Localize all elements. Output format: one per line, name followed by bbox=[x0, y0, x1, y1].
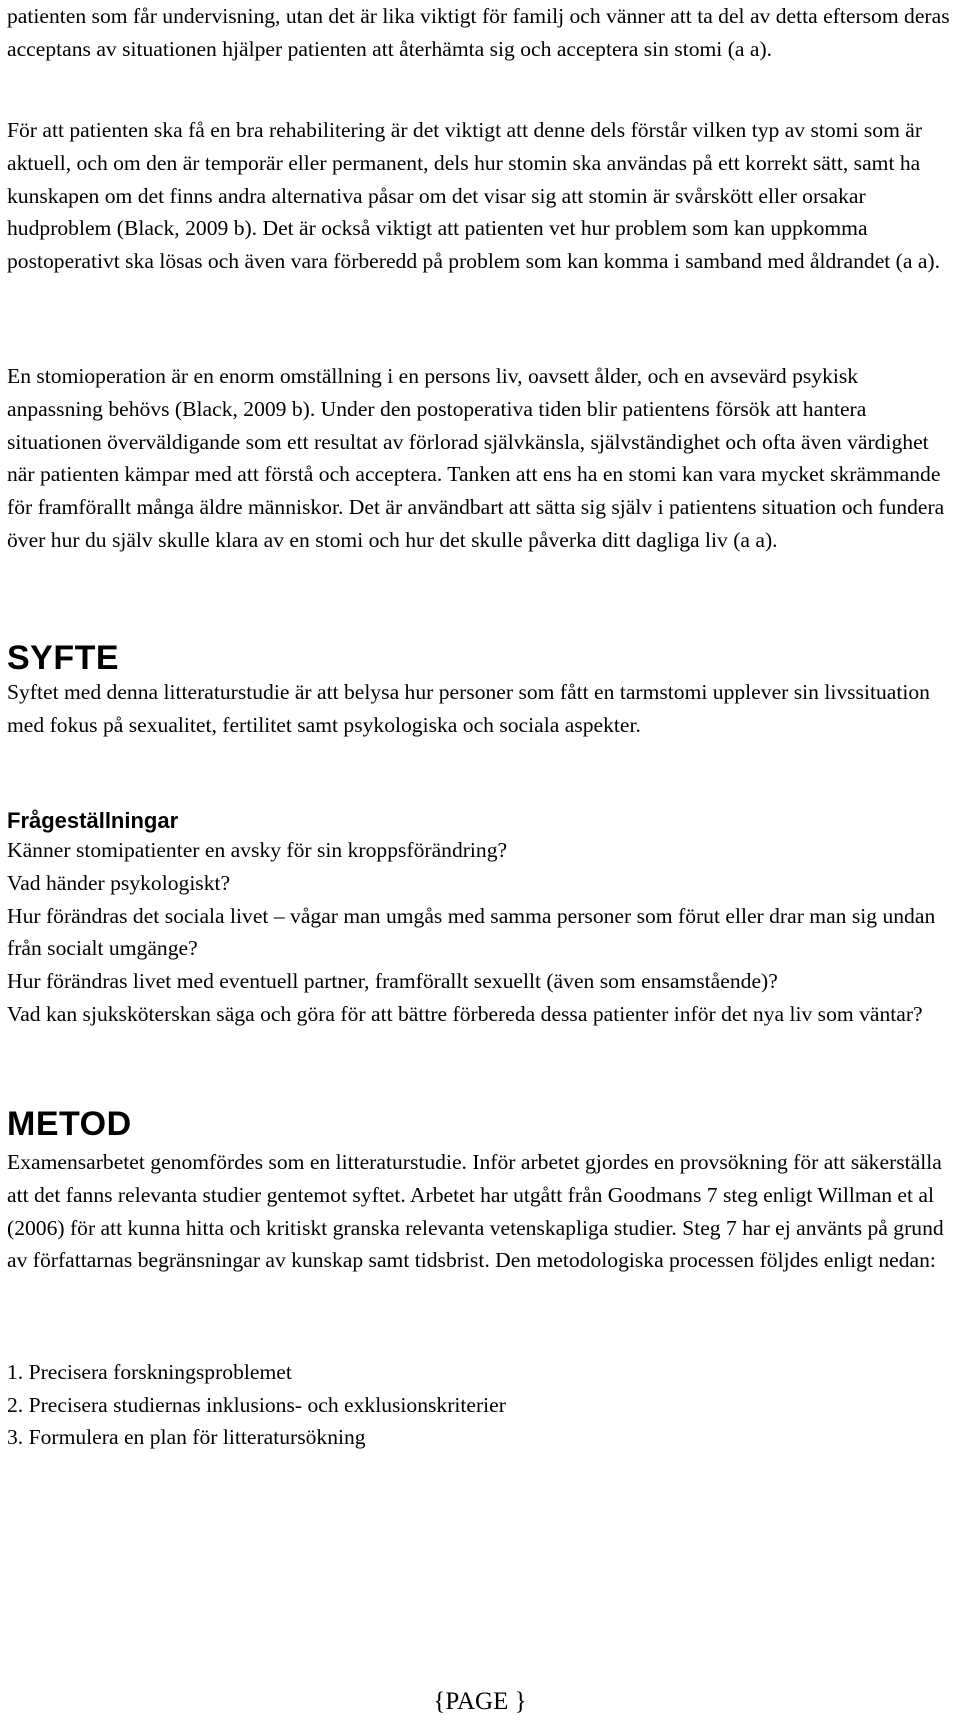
method-steps-list bbox=[7, 1356, 955, 1454]
fragestallningar-heading: Frågeställningar bbox=[7, 808, 179, 833]
intro-paragraph: patienten som får undervisning, utan det är lika viktigt för familj och vänner att ta del av detta eftersom deras acceptans av situationen hjälper patienten att återhämta sig och acceptera sin stomi (a a). bbox=[7, 4, 950, 61]
question-item: Hur förändras det sociala livet – vågar man umgås med samma personer som förut eller drar man sig undan från socialt umgänge? bbox=[7, 903, 936, 961]
rehab-paragraph: För att patienten ska få en bra rehabilitering är det viktigt att denne dels förstår vilken typ av stomi som är aktuell, och om den är temporär eller permanent, dels hur stomin ska användas på ett korrekt sätt, samt ha kunskapen om det finns andra alternativa påsar om det visar sig att stomin är svårskött eller orsakar hudproblem (Black, 2009 b). Det är också viktigt att patienten vet hur problem som kan uppkomma postoperativt ska lösas och även vara förberedd på problem som kan komma i samband med åldrandet (a a). bbox=[7, 118, 941, 274]
syfte-paragraph: Syftet med denna litteraturstudie är att belysa hur personer som fått en tarmstomi upplever sin livssituation med fokus på sexualitet, fertilitet samt psykologiska och sociala aspekter. bbox=[7, 680, 930, 737]
metod-paragraph: Examensarbetet genomfördes som en litteraturstudie. Inför arbetet gjordes en provsökning för att säkerställa att det fanns relevanta studier gentemot syftet. Arbetet har utgått från Goodmans 7 steg enligt Willman et al (2006) för att kunna hitta och kritiskt granska relevanta vetenskapliga studier. Steg 7 har ej använts på grund av författarnas begränsningar av kunskap samt tidsbrist. Den metodologiska processen följdes enligt nedan: bbox=[7, 1150, 944, 1273]
operation-paragraph: En stomioperation är en enorm omställning i en persons liv, oavsett ålder, och en avsevärd psykisk anpassning behövs (Black, 2009 b). Under den postoperativa tiden blir patientens försök att hantera situationen överväldigande som ett resultat av förlorad självkänsla, självständighet och ofta även värdighet när patienten kämpar med att förstå och acceptera. Tanken att ens ha en stomi kan vara mycket skrämmande för framförallt många äldre människor. Det är användbart att sätta sig själv i patientens situation och fundera över hur du själv skulle klara av en stomi och hur det skulle påverka ditt dagliga liv (a a). bbox=[7, 364, 945, 552]
question-item: Hur förändras livet med eventuell partner, framförallt sexuellt (även som ensamstående)? bbox=[7, 969, 778, 994]
questions-list bbox=[7, 834, 955, 1031]
method-step-item: 1. Precisera forskningsproblemet bbox=[7, 1360, 292, 1384]
method-step-item: 2. Precisera studiernas inklusions- och exklusionskriterier bbox=[7, 1392, 506, 1417]
question-item: Vad händer psykologiskt? bbox=[7, 870, 231, 895]
method-step-item: 3. Formulera en plan för litteratursökning bbox=[7, 1425, 366, 1449]
syfte-heading: SYFTE bbox=[7, 639, 120, 677]
page-number-field: {PAGE } bbox=[433, 1688, 527, 1715]
question-item: Känner stomipatienter en avsky för sin kroppsförändring? bbox=[7, 838, 508, 862]
metod-heading: METOD bbox=[7, 1105, 132, 1143]
question-item: Vad kan sjuksköterskan säga och göra för att bättre förbereda dessa patienter inför det nya liv som väntar? bbox=[7, 1001, 923, 1026]
